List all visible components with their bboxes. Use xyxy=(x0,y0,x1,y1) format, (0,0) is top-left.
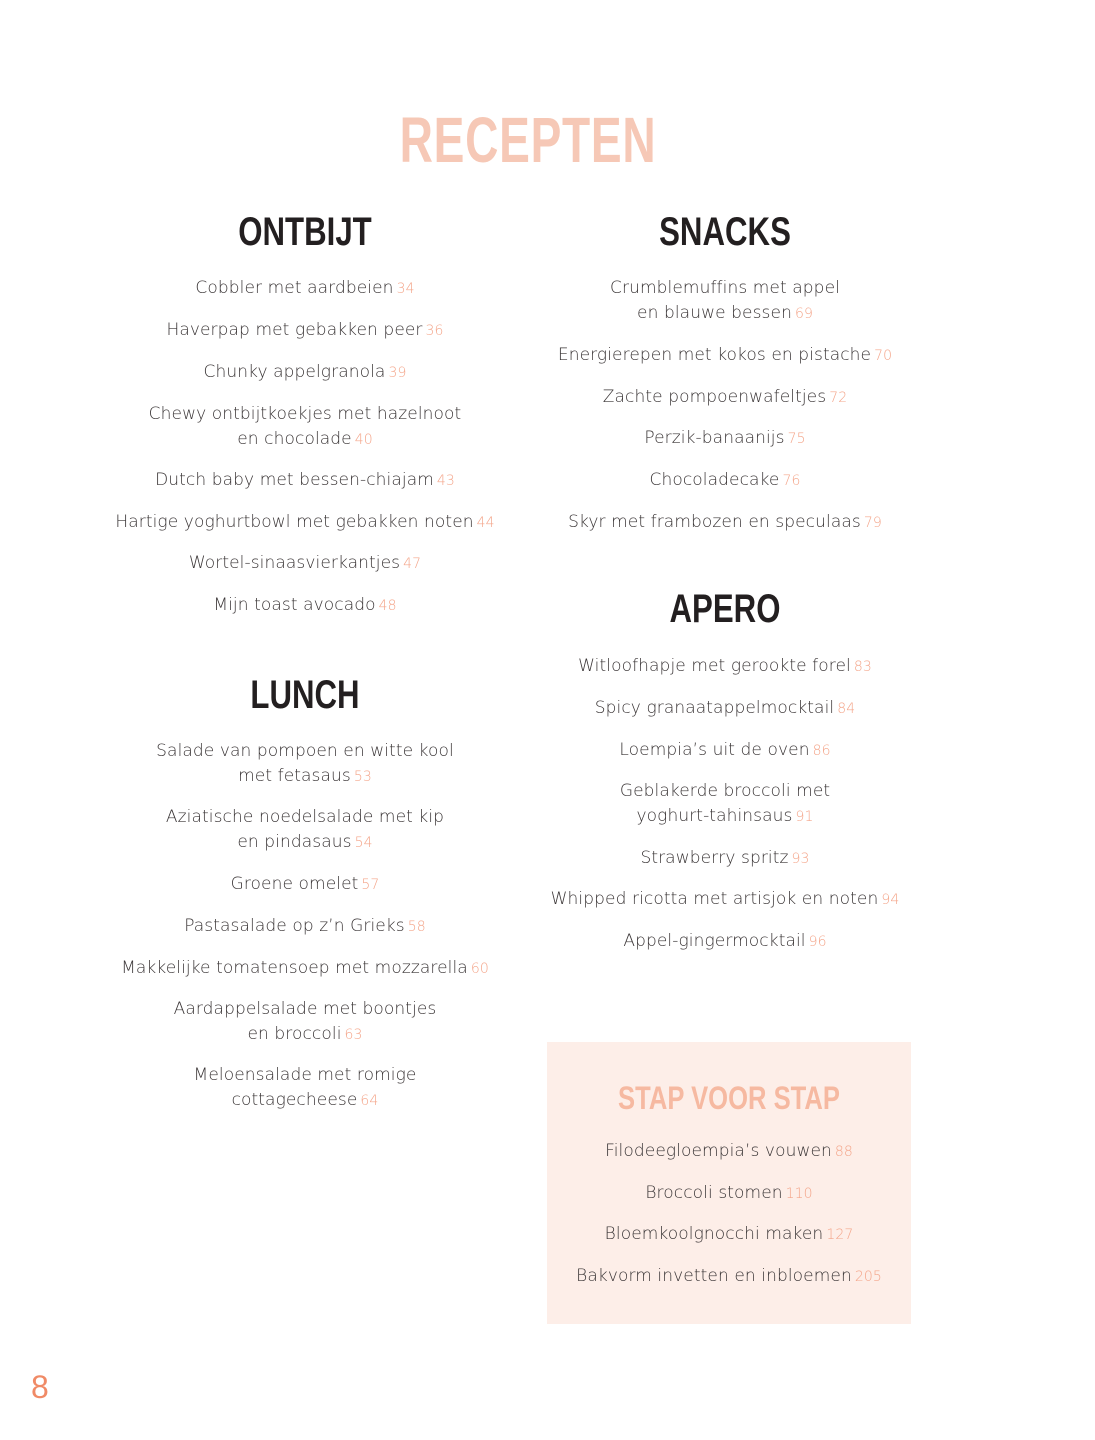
recipe-title-line: Groene omelet xyxy=(230,874,359,894)
recipe-page-number: 79 xyxy=(863,515,882,531)
recipe-page-number: 47 xyxy=(403,556,422,572)
recipe-title-line: met fetasaus xyxy=(238,766,351,786)
recipe-title-line: Filodeegloempia’s vouwen xyxy=(605,1141,832,1161)
recipe-entry[interactable] xyxy=(485,738,965,764)
recipe-entry[interactable] xyxy=(65,872,545,898)
recipe-entry[interactable] xyxy=(65,593,545,619)
recipe-title-line: Makkelijke tomatensoep met mozzarella xyxy=(121,958,468,978)
recipe-entry[interactable] xyxy=(485,426,965,452)
recipe-page-number: 70 xyxy=(874,348,893,364)
recipe-page-number: 54 xyxy=(354,835,373,851)
recipe-title-line: Zachte pompoenwafeltjes xyxy=(602,387,827,407)
recipe-page-number: 57 xyxy=(361,877,380,893)
recipe-page-number: 88 xyxy=(834,1144,853,1160)
recipe-entry[interactable] xyxy=(65,551,545,577)
recipe-entry[interactable] xyxy=(65,360,545,386)
recipe-entry[interactable] xyxy=(65,1063,545,1114)
recipe-entry[interactable] xyxy=(485,468,965,494)
recipe-title-line: Chunky appelgranola xyxy=(203,362,386,382)
recipe-page-number: 60 xyxy=(470,961,489,977)
recipe-entry[interactable] xyxy=(485,343,965,369)
page-title: RECEPTEN xyxy=(399,104,657,176)
recipe-title-line: Cobbler met aardbeien xyxy=(195,278,394,298)
recipe-page-number: 84 xyxy=(837,701,856,717)
recipe-page-number: 40 xyxy=(354,432,373,448)
recipe-entry[interactable] xyxy=(485,846,965,872)
recipe-title-line: Dutch baby met bessen-chiajam xyxy=(155,470,434,490)
recipe-entry[interactable] xyxy=(65,468,545,494)
recipe-entry[interactable] xyxy=(65,510,545,536)
recipe-title-line: en broccoli xyxy=(247,1024,342,1044)
recipe-page-number: 86 xyxy=(812,743,831,759)
recipe-entry[interactable] xyxy=(489,1139,969,1165)
section-heading-ontbijt: ONTBIJT xyxy=(238,210,372,254)
recipe-entry[interactable] xyxy=(65,402,545,453)
recipe-page-number: 72 xyxy=(829,390,848,406)
recipe-title-line: Appel-gingermocktail xyxy=(623,931,806,951)
recipe-title-line: Meloensalade met romige xyxy=(193,1065,417,1085)
recipe-title-line: Salade van pompoen en witte kool xyxy=(156,741,454,761)
recipe-page-number: 83 xyxy=(853,659,872,675)
recipe-entry[interactable] xyxy=(485,510,965,536)
recipe-title-line: Loempia’s uit de oven xyxy=(619,740,810,760)
recipe-entry[interactable] xyxy=(65,956,545,982)
recipe-title-line: Haverpap met gebakken peer xyxy=(166,320,423,340)
recipe-page-number: 48 xyxy=(378,598,397,614)
recipe-title-line: Hartige yoghurtbowl met gebakken noten xyxy=(115,512,474,532)
recipe-page-number: 69 xyxy=(794,306,813,322)
recipe-entry[interactable] xyxy=(65,997,545,1048)
recipe-entry[interactable] xyxy=(485,929,965,955)
recipe-title-line: Crumblemuffins met appel xyxy=(610,278,840,298)
recipe-page-number: 39 xyxy=(388,365,407,381)
recipe-entry[interactable] xyxy=(65,805,545,856)
recipe-title-line: Witloofhapje met gerookte forel xyxy=(578,656,851,676)
recipe-entry[interactable] xyxy=(65,739,545,790)
recipe-entry[interactable] xyxy=(65,276,545,302)
recipe-entry[interactable] xyxy=(485,654,965,680)
recipe-title-line: Aziatische noedelsalade met kip xyxy=(165,807,445,827)
recipe-title-line: Aardappelsalade met boontjes xyxy=(173,999,437,1019)
recipe-entry[interactable] xyxy=(489,1222,969,1248)
recipe-title-line: Chocoladecake xyxy=(649,470,780,490)
recipe-title-line: Chewy ontbijtkoekjes met hazelnoot xyxy=(148,404,462,424)
recipe-title-line: en blauwe bessen xyxy=(637,303,792,323)
section-heading-stap-voor-stap: STAP VOOR STAP xyxy=(618,1080,840,1116)
section-heading-apero: APERO xyxy=(669,587,781,631)
recipe-title-line: Wortel-sinaasvierkantjes xyxy=(188,553,401,573)
recipe-page-number: 63 xyxy=(344,1027,363,1043)
recipe-page-number: 76 xyxy=(782,473,801,489)
recipe-title-line: Energierepen met kokos en pistache xyxy=(557,345,872,365)
recipe-title-line: en chocolade xyxy=(237,429,352,449)
recipe-title-line: Mijn toast avocado xyxy=(213,595,376,615)
recipe-entry[interactable] xyxy=(489,1181,969,1207)
recipe-page-number: 110 xyxy=(785,1186,813,1202)
section-heading-lunch: LUNCH xyxy=(250,673,360,717)
recipe-page-number: 96 xyxy=(808,934,827,950)
recipe-page-number: 58 xyxy=(407,919,426,935)
recipe-title-line: en pindasaus xyxy=(237,832,352,852)
recipe-entry[interactable] xyxy=(485,887,965,913)
recipe-page-number: 127 xyxy=(826,1227,854,1243)
recipe-page-number: 94 xyxy=(881,892,900,908)
recipe-page-number: 75 xyxy=(787,431,806,447)
recipe-entry[interactable] xyxy=(485,385,965,411)
recipe-title-line: Bloemkoolgnocchi maken xyxy=(604,1224,824,1244)
section-heading-snacks: SNACKS xyxy=(659,210,791,254)
recipe-title-line: yoghurt-tahinsaus xyxy=(636,806,793,826)
recipe-title-line: Skyr met frambozen en speculaas xyxy=(568,512,861,532)
recipe-entry[interactable] xyxy=(65,318,545,344)
recipe-entry[interactable] xyxy=(485,696,965,722)
page-number: 8 xyxy=(31,1369,49,1405)
recipe-title-line: Strawberry spritz xyxy=(640,848,789,868)
recipe-page-number: 43 xyxy=(436,473,455,489)
recipe-entry[interactable] xyxy=(485,276,965,327)
recipe-title-line: Perzik-banaanijs xyxy=(644,428,785,448)
recipe-entry[interactable] xyxy=(65,914,545,940)
recipe-page-number: 91 xyxy=(795,809,814,825)
recipe-title-line: Bakvorm invetten en inbloemen xyxy=(576,1266,852,1286)
recipe-page-number: 44 xyxy=(476,515,495,531)
recipe-title-line: cottagecheese xyxy=(231,1090,358,1110)
recipe-entry[interactable] xyxy=(489,1264,969,1290)
recipe-entry[interactable] xyxy=(485,779,965,830)
recipe-title-line: Whipped ricotta met artisjok en noten xyxy=(550,889,879,909)
recipe-page-number: 93 xyxy=(791,851,810,867)
recipe-page-number: 53 xyxy=(353,769,372,785)
recipe-page-number: 36 xyxy=(425,323,444,339)
recipe-title-line: Broccoli stomen xyxy=(645,1183,783,1203)
recipe-page-number: 34 xyxy=(396,281,415,297)
recipe-page-number: 64 xyxy=(360,1093,379,1109)
recipe-title-line: Geblakerde broccoli met xyxy=(619,781,831,801)
recipe-page-number: 205 xyxy=(854,1269,882,1285)
recipe-title-line: Spicy granaatappelmocktail xyxy=(594,698,835,718)
recipe-title-line: Pastasalade op z’n Grieks xyxy=(184,916,405,936)
